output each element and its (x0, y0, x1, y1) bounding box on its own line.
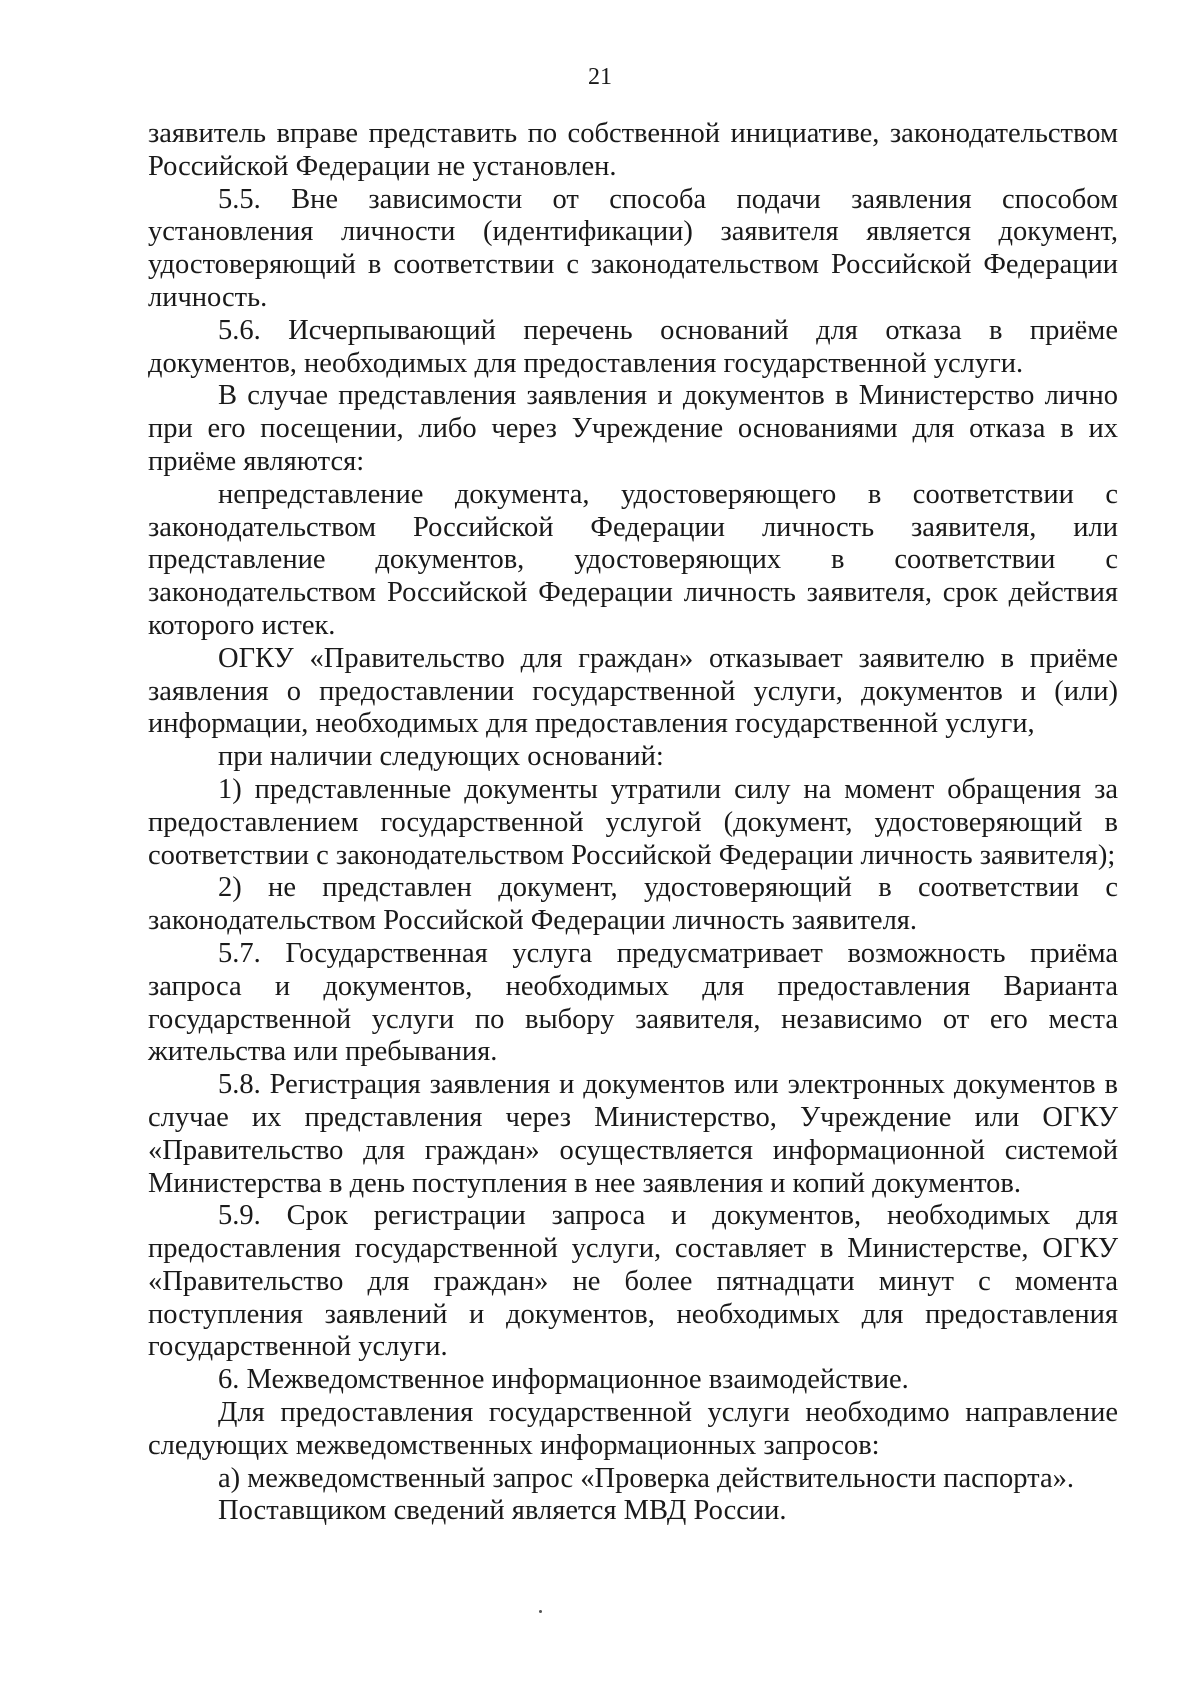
paragraph: Поставщиком сведений является МВД России. (218, 1495, 787, 1527)
list-item: 2) не представлен документ, удостоверяющий в соответствии с законодательством Российской Федерации личность заявителя. (148, 872, 1118, 937)
paragraph: ОГКУ «Правительство для граждан» отказывает заявителю в приёме заявления о предоставлении государственной услуги, документов и (или) информации, необходимых для предоставления государственной услуги, (148, 642, 1118, 740)
paragraph: заявитель вправе представить по собственной инициативе, законодательством Российской Федерации не установлен. (148, 118, 1118, 182)
section-heading: 6. Межведомственное информационное взаимодействие. (218, 1364, 909, 1396)
paragraph-5-6: 5.6. Исчерпывающий перечень оснований для отказа в приёме документов, необходимых для предоставления государственной услуги. (148, 314, 1118, 379)
document-body (148, 118, 1118, 1528)
paragraph-5-7: 5.7. Государственная услуга предусматривает возможность приёма запроса и документов, необходимых для предоставления Варианта государственной услуги по выбору заявителя, независимо от его места жительства или пребывания. (148, 937, 1118, 1068)
paragraph-5-5: 5.5. Вне зависимости от способа подачи заявления способом установления личности (идентификации) заявителя является документ, удостоверяющий в соответствии с законодательством Российской Федерации личность. (148, 183, 1118, 313)
paragraph: В случае представления заявления и документов в Министерство лично при его посещении, либо через Учреждение основаниями для отказа в их приёме являются: (148, 380, 1118, 477)
list-item: 1) представленные документы утратили силу на момент обращения за предоставлением государственной услугой (документ, удостоверяющий в соответствии с законодательством Российской Федерации личность заявителя); (148, 773, 1118, 871)
paragraph: непредставление документа, удостоверяющего в соответствии с законодательством Российской Федерации личность заявителя, или представление документов, удостоверяющих в соответствии с законодательством Российской Федерации личность заявителя, срок действия которого истек. (148, 478, 1118, 641)
paragraph-5-9: 5.9. Срок регистрации запроса и документов, необходимых для предоставления государственной услуги, составляет в Министерстве, ОГКУ «Правительство для граждан» не более пятнадцати минут с момента поступления заявлений и документов, необходимых для предоставления государственной услуги. (148, 1200, 1118, 1363)
list-item: а) межведомственный запрос «Проверка действительности паспорта». (218, 1462, 1074, 1494)
paragraph-5-8: 5.8. Регистрация заявления и документов или электронных документов в случае их представления через Министерство, Учреждение или ОГКУ «Правительство для граждан» осуществляется информационной системой Министерства в день поступления в нее заявления и копий документов. (148, 1069, 1118, 1199)
paragraph: при наличии следующих оснований: (218, 741, 664, 773)
scan-artifact (539, 1610, 542, 1613)
paragraph: Для предоставления государственной услуги необходимо направление следующих межведомственных информационных запросов: (148, 1397, 1118, 1461)
page-number: 21 (588, 64, 612, 90)
